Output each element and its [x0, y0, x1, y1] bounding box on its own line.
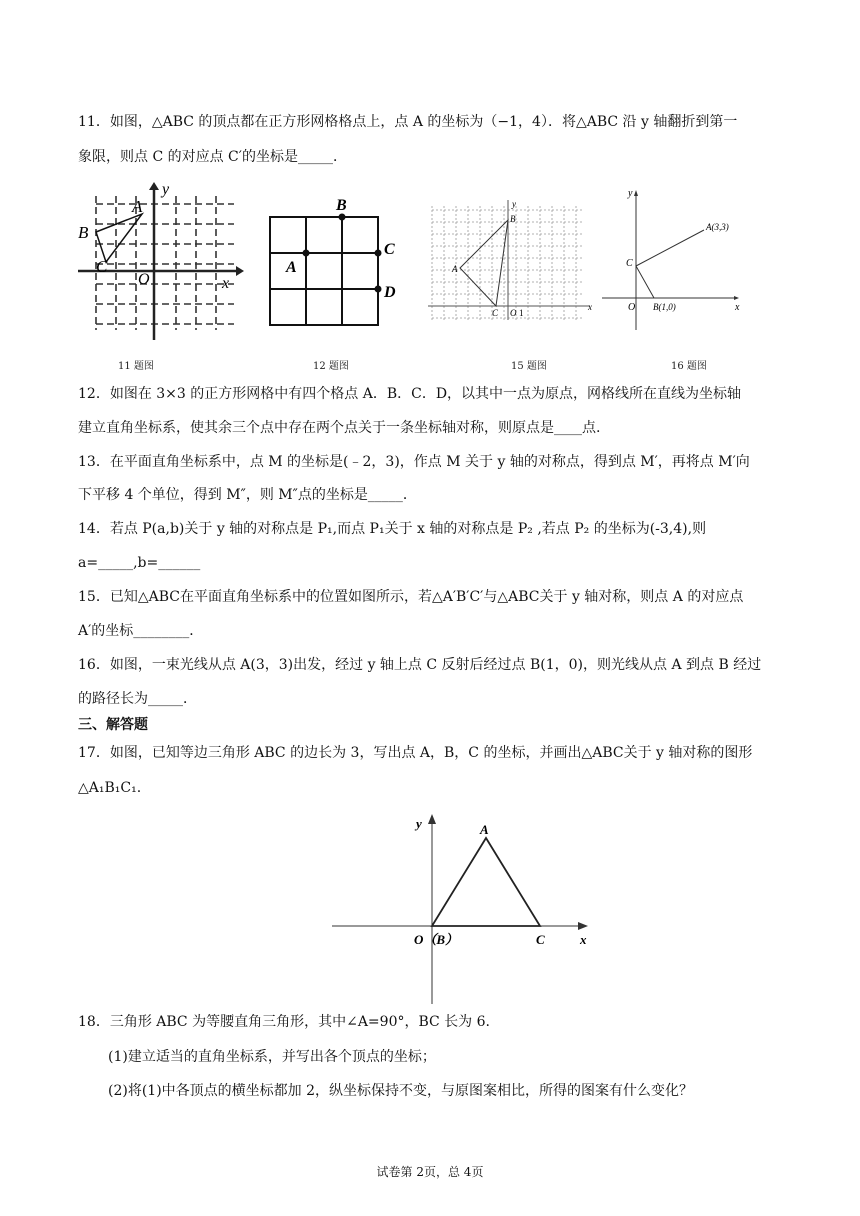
fig17-label-x: x — [580, 932, 587, 947]
section-heading-answers: 三、解答题 — [78, 717, 148, 733]
fig11-label-b: B — [78, 223, 89, 242]
q15-line2: A′的坐标________． — [78, 623, 204, 639]
fig15-label-c: C — [492, 308, 499, 318]
fig16-label-o: O — [628, 302, 636, 313]
fig12-caption: 12 题图 — [313, 361, 349, 372]
q18-sub1: (1)建立适当的直角坐标系，并写出各个顶点的坐标； — [108, 1049, 436, 1065]
q18-sub2: (2)将(1)中各顶点的横坐标都加 2，纵坐标保持不变，与原图案相比，所得的图案有什么变化？ — [108, 1083, 694, 1099]
figure-17 — [330, 812, 594, 1006]
q13-line1: 13．在平面直角坐标系中，点 M 的坐标是(﹣2，3)，作点 M 关于 y 轴的对称点，得到点 M′，再将点 M′向 — [78, 454, 750, 470]
fig16-label-b: B(1,0) — [653, 302, 676, 312]
fig15-label-y: y — [512, 199, 516, 209]
fig17-label-o: O（B） — [414, 932, 459, 947]
fig17-label-y: y — [416, 816, 422, 831]
figure-11 — [76, 180, 246, 342]
figure-16 — [598, 186, 746, 332]
q11-line1: 11．如图，△ABC 的顶点都在正方形网格格点上，点 A 的坐标为（−1，4）．将△ABC 沿 y 轴翻折到第一 — [78, 114, 738, 130]
fig15-label-one: 1 — [519, 308, 524, 318]
fig11-label-c: C — [96, 257, 108, 276]
fig16-label-y: y — [628, 188, 633, 199]
fig15-caption: 15 题图 — [511, 361, 547, 372]
fig15-label-x: x — [588, 302, 592, 312]
q18-line1: 18．三角形 ABC 为等腰直角三角形，其中∠A=90°，BC 长为 6. — [78, 1014, 490, 1030]
figure-12 — [262, 192, 410, 334]
q13-line2: 下平移 4 个单位，得到 M″，则 M″点的坐标是_____． — [78, 487, 417, 503]
fig12-label-c: C — [384, 241, 395, 258]
fig11-label-a: A — [132, 197, 143, 216]
q17-line2: △A₁B₁C₁. — [78, 780, 142, 796]
q15-line1: 15．已知△ABC在平面直角坐标系中的位置如图所示，若△A′B′C′与△ABC关于 y 轴对称，则点 A 的对应点 — [78, 589, 744, 605]
fig17-label-c: C — [536, 932, 545, 947]
fig15-label-a: A — [452, 264, 458, 274]
fig12-label-a: A — [286, 259, 297, 276]
q11-line2: 象限，则点 C 的对应点 C′的坐标是_____． — [78, 149, 347, 165]
q17-line1: 17．如图，已知等边三角形 ABC 的边长为 3，写出点 A，B，C 的坐标，并画出△ABC关于 y 轴对称的图形 — [78, 745, 753, 761]
q16-line1: 16．如图，一束光线从点 A(3，3)出发，经过 y 轴上点 C 反射后经过点 B(1，0)，则光线从点 A 到点 B 经过 — [78, 657, 762, 673]
fig11-label-o: O — [138, 271, 150, 288]
fig16-label-c: C — [626, 258, 633, 269]
fig16-label-a: A(3,3) — [706, 222, 729, 232]
page-footer: 试卷第 2页，总 4页 — [376, 1165, 484, 1179]
fig16-caption: 16 题图 — [671, 361, 707, 372]
fig15-label-b: B — [510, 214, 516, 224]
q16-line2: 的路径长为_____． — [78, 691, 197, 707]
fig11-label-x: x — [222, 275, 230, 292]
q14-line1: 14．若点 P(a,b)关于 y 轴的对称点是 P₁,而点 P₁关于 x 轴的对称点是 P₂ ,若点 P₂ 的坐标为(-3,4),则 — [78, 521, 707, 537]
fig15-label-o: O — [510, 308, 517, 318]
q12-line2: 建立直角坐标系，使其余三个点中存在两个点关于一条坐标轴对称，则原点是____点. — [78, 420, 601, 436]
q14-line2: a=_____,b=______ — [78, 555, 201, 571]
q12-line1: 12．如图在 3×3 的正方形网格中有四个格点 A．B．C．D，以其中一点为原点，网格线所在直线为坐标轴 — [78, 386, 742, 402]
fig11-label-y: y — [162, 181, 170, 198]
fig12-label-d: D — [384, 284, 396, 301]
figure-15 — [426, 198, 598, 322]
fig12-label-b: B — [336, 197, 347, 214]
fig11-caption: 11 题图 — [118, 361, 154, 372]
fig17-label-a: A — [480, 822, 489, 837]
fig16-label-x: x — [735, 302, 740, 313]
